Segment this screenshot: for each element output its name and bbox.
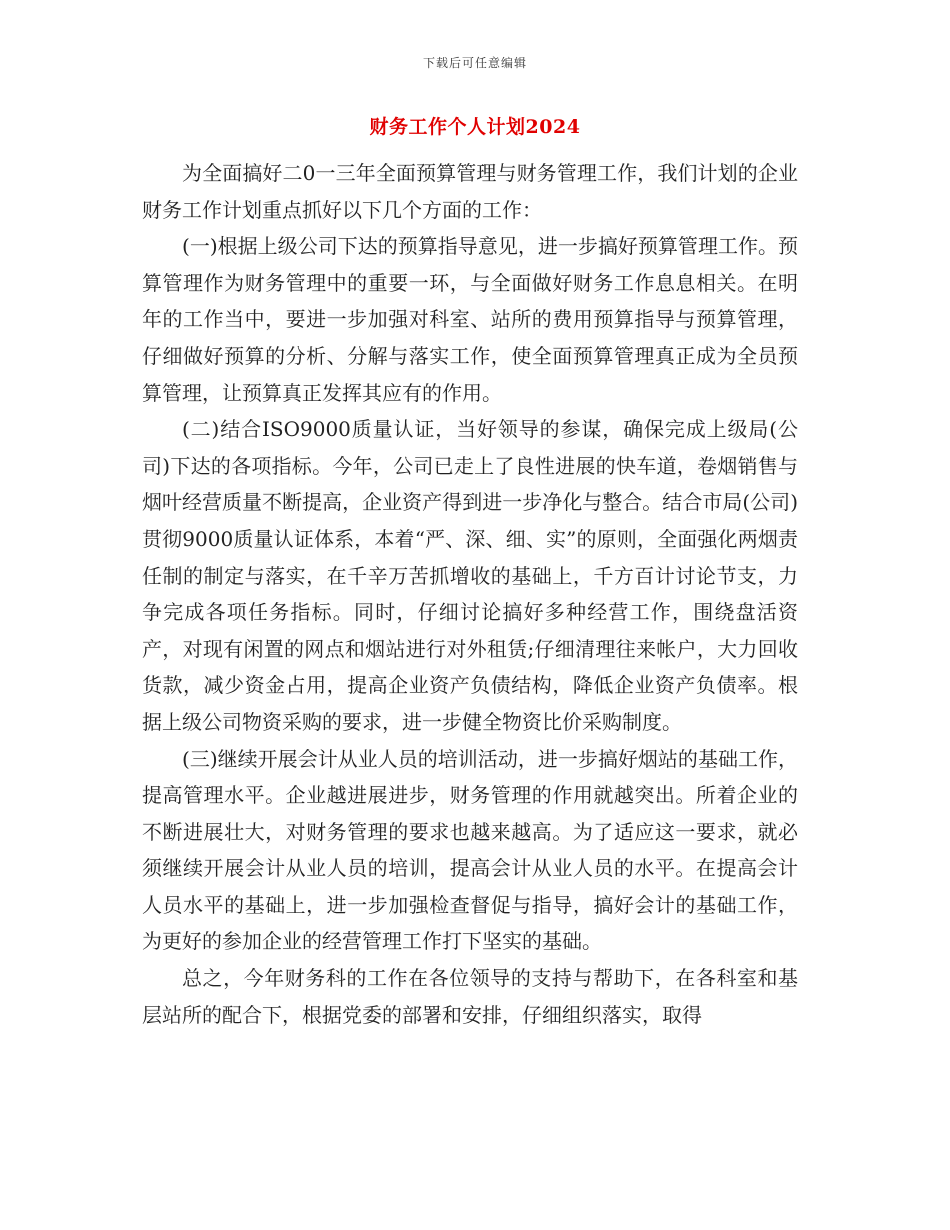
- paragraph-section-1: (一)根据上级公司下达的预算指导意见，进一步搞好预算管理工作。预算管理作为财务管理中的重要一环，与全面做好财务工作息息相关。在明年的工作当中，要进一步加强对科室、站所的费用预算指导与预算管理，仔细做好预算的分析、分解与落实工作，使全面预算管理真正成为全员预算管理，让预算真正发挥其应有的作用。: [142, 234, 798, 405]
- paragraph-intro: 为全面搞好二0一三年全面预算管理与财务管理工作，我们计划的企业财务工作计划重点抓好以下几个方面的工作：: [142, 161, 798, 222]
- header-note: 下载后可任意编辑: [422, 56, 527, 70]
- paragraph-section-3: (三)继续开展会计从业人员的培训活动，进一步搞好烟站的基础工作，提高管理水平。企业越进展进步，财务管理的作用就越突出。所着企业的不断进展壮大，对财务管理的要求也越来越高。为了适应这一要求，就必须继续开展会计从业人员的培训，提高会计从业人员的水平。在提高会计人员水平的基础上，进一步加强检查督促与指导，搞好会计的基础工作，为更好的参加企业的经营管理工作打下坚实的基础。: [142, 746, 798, 954]
- paragraph-summary: 总之，今年财务科的工作在各位领导的支持与帮助下，在各科室和基层站所的配合下，根据党委的部署和安排，仔细组织落实，取得: [142, 966, 798, 1027]
- paragraph-section-2: (二)结合ISO9000质量认证，当好领导的参谋，确保完成上级局(公司)下达的各项指标。今年，公司已走上了良性进展的快车道，卷烟销售与烟叶经营质量不断提高，企业资产得到进一步净化与整合。结合市局(公司)贯彻9000质量认证体系，本着“严、深、细、实”的原则，全面强化两烟责任制的制定与落实，在千辛万苦抓增收的基础上，千方百计讨论节支，力争完成各项任务指标。同时，仔细讨论搞好多种经营工作，围绕盘活资产，对现有闲置的网点和烟站进行对外租赁;仔细清理往来帐户，大力回收货款，减少资金占用，提高企业资产负债结构，降低企业资产负债率。根据上级公司物资采购的要求，进一步健全物资比价采购制度。: [142, 417, 798, 734]
- document-title: 财务工作个人计划2024: [369, 116, 581, 138]
- document-body: [142, 155, 798, 1033]
